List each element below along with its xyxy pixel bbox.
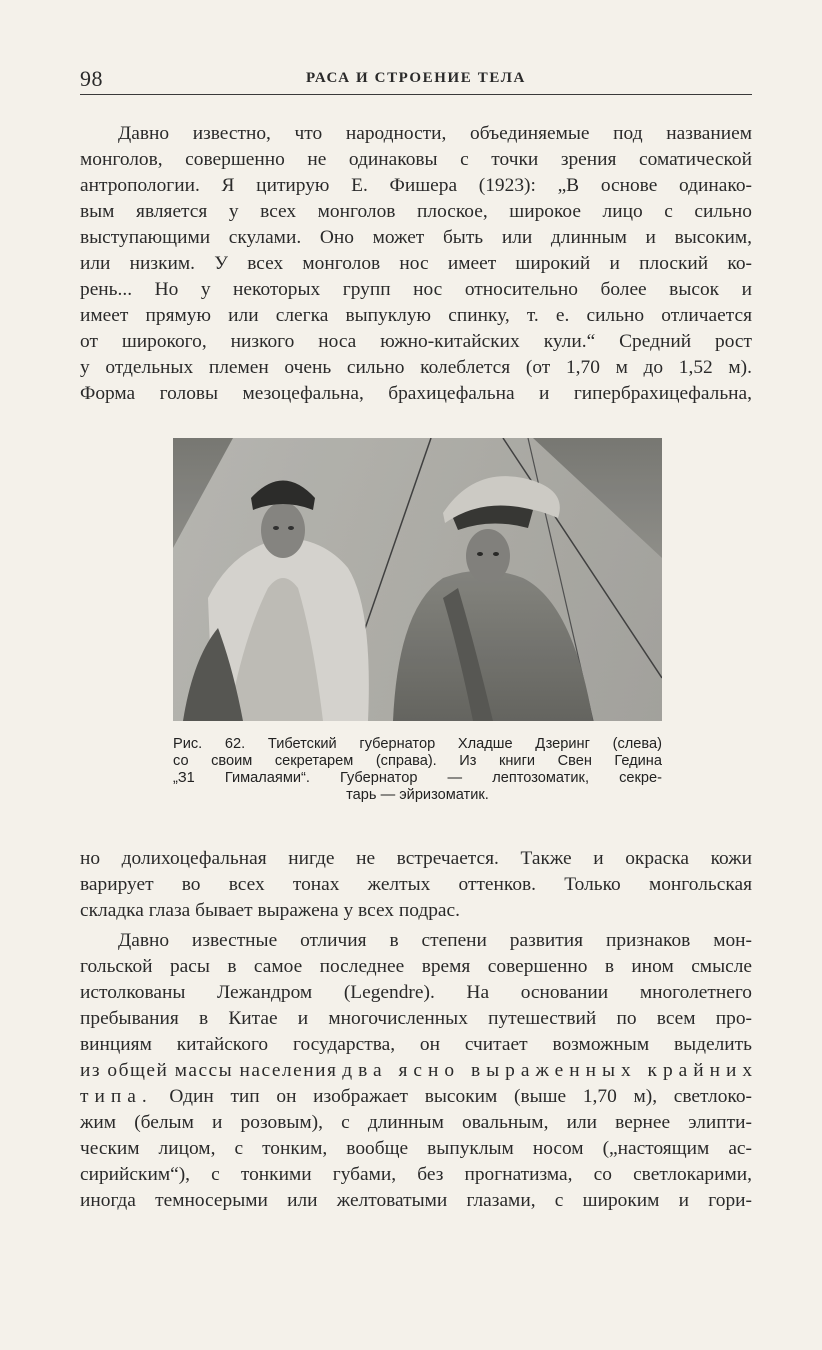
text-line	[80, 1058, 759, 1084]
text-line: монголов, совершенно не одинаковы с точки зрения соматической	[80, 149, 752, 170]
running-head	[80, 64, 752, 95]
figure-caption	[173, 736, 662, 804]
text-line: от широкого, низкого носа южно-китайских кули.“ Средний рост	[80, 331, 752, 352]
text-line: винциям китайского государства, он считает возможным выделить	[80, 1034, 752, 1055]
paragraph-2	[80, 846, 752, 924]
text-line: имеет прямую или слегка выпуклую спинку, т. е. сильно отличается	[80, 305, 752, 326]
text-line: но долихоцефальная нигде не встречается. Также и окраска кожи	[80, 848, 752, 869]
text-line	[80, 1084, 752, 1110]
caption-line: со своим секретарем (справа). Из книги Свен Гедина	[173, 753, 662, 769]
text-line: жим (белым и розовым), с длинным овальным, или вернее элипти-	[80, 1112, 752, 1133]
text-line: гольской расы в самое последнее время совершенно в ином смысле	[80, 956, 752, 977]
text-line: или низким. У всех монголов нос имеет широкий и плоский ко-	[80, 253, 752, 274]
text-line: антропологии. Я цитирую Е. Фишера (1923): „В основе одинако-	[80, 175, 752, 196]
caption-line: тарь — эйризоматик.	[346, 787, 489, 803]
text-line: рень... Но у некоторых групп нос относительно более высок и	[80, 279, 752, 300]
text-line: складка глаза бывает выражена у всех подрас.	[80, 900, 460, 921]
text-line: Давно известно, что народности, объединяемые под названием	[118, 123, 752, 144]
paragraph-1	[80, 121, 752, 407]
text-line: выступающими скулами. Оно может быть или длинным и высоким,	[80, 227, 752, 248]
text-line: Давно известные отличия в степени развития признаков мон-	[118, 930, 752, 951]
text-line: пребывания в Китае и многочисленных путешествий по всем про-	[80, 1008, 752, 1029]
text-line: иногда темносерыми или желтоватыми глазами, с широким и гори-	[80, 1190, 752, 1211]
text-line: у отдельных племен очень сильно колеблется (от 1,70 м до 1,52 м).	[80, 357, 752, 378]
text-line: ческим лицом, с тонким, вообще выпуклым носом („настоящим ас-	[80, 1138, 752, 1159]
text-line: сирийским“), с тонкими губами, без прогнатизма, со светлокарими,	[80, 1164, 752, 1185]
text-fragment: из общей массы населения	[80, 1060, 338, 1081]
photograph-illustration	[173, 438, 662, 721]
photograph	[173, 438, 662, 721]
text-line: варирует во всех тонах желтых оттенков. Только монгольская	[80, 874, 752, 895]
paragraph-3	[80, 928, 759, 1214]
text-line: истолкованы Лежандром (Legendre). На основании многолетнего	[80, 982, 752, 1003]
text-line: вым является у всех монголов плоское, широкое лицо с сильно	[80, 201, 752, 222]
text-line: Форма головы мезоцефальна, брахицефальна и гипербрахицефальна,	[80, 383, 752, 404]
caption-line: Рис. 62. Тибетский губернатор Хладше Дзеринг (слева)	[173, 736, 662, 752]
running-title: РАСА И СТРОЕНИЕ ТЕЛА	[306, 70, 526, 86]
emphasized-text: типа.	[80, 1086, 153, 1107]
caption-line: „З1 Гималаями“. Губернатор — лептозоматик, секре-	[173, 770, 662, 786]
emphasized-text: два ясно выраженных крайних	[342, 1060, 759, 1081]
text-fragment: Один тип он изображает высоким (выше 1,70 м), светлоко-	[169, 1086, 752, 1107]
page-number: 98	[80, 66, 103, 91]
